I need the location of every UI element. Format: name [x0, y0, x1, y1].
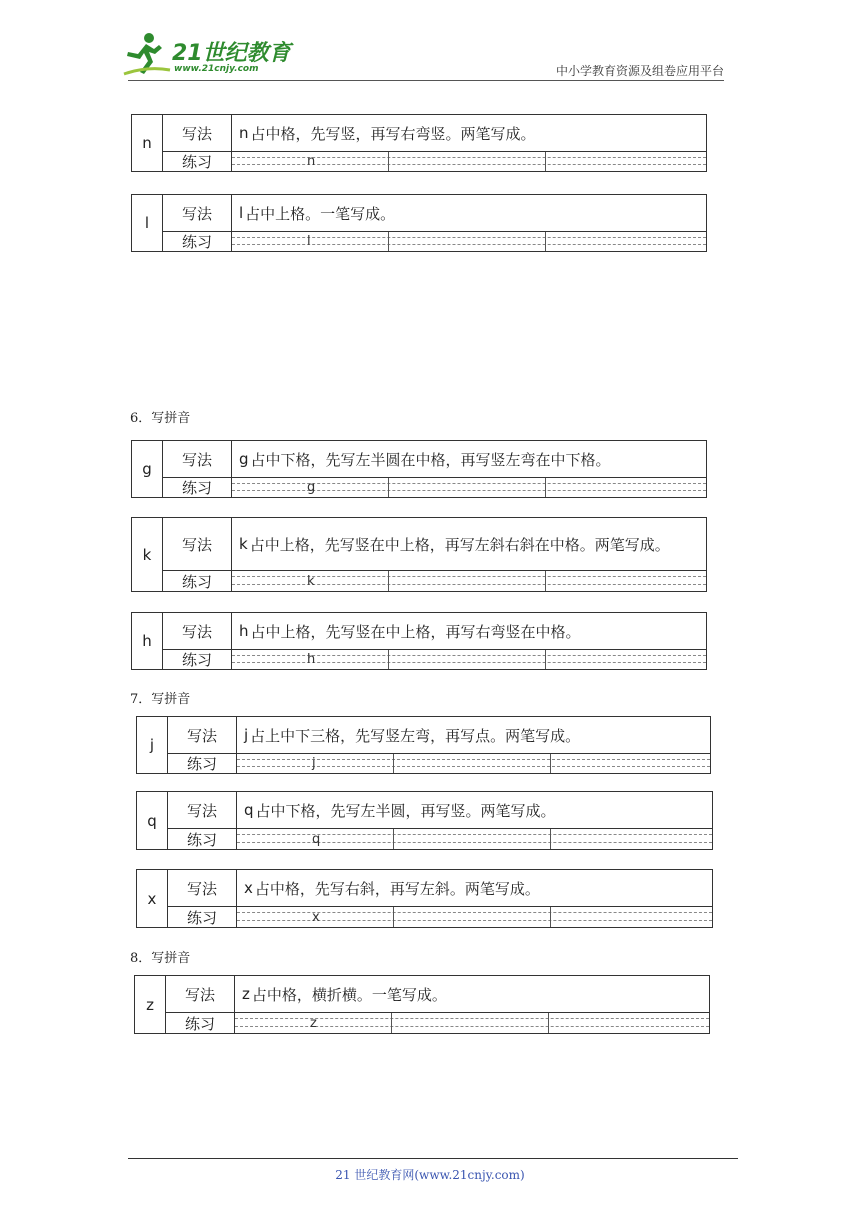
write-label: 写法 [163, 613, 232, 649]
description-text: 占上中下三格，先写竖左弯，再写点。两笔写成。 [250, 726, 581, 745]
description-letter: k [239, 535, 248, 553]
practice-sample: q [312, 831, 321, 847]
practice-label: 练习 [168, 828, 237, 849]
guide-line [237, 912, 712, 913]
practice-sample: j [312, 756, 316, 771]
practice-label: 练习 [163, 570, 232, 591]
letter-cell: l [132, 195, 163, 251]
guide-line [232, 662, 706, 663]
grid-divider [548, 1013, 549, 1033]
description-text: 占中格，横折横。一笔写成。 [251, 985, 447, 1004]
practice-sample: h [307, 652, 316, 667]
description-text: 占中上格，先写竖在中上格，再写右弯竖在中格。 [250, 622, 581, 641]
writing-description [235, 976, 709, 1012]
logo-text: 21世纪教育 [172, 41, 291, 66]
description-letter: j [244, 726, 249, 744]
runner-logo-icon [122, 30, 172, 76]
letter-cell: h [132, 613, 163, 669]
pinyin-block-n [131, 114, 707, 172]
letter-cell: n [132, 115, 163, 171]
guide-line [232, 483, 706, 484]
guide-line [237, 842, 712, 843]
letter-cell: z [135, 976, 166, 1033]
grid-divider [550, 754, 551, 773]
description-text: 占中上格。一笔写成。 [245, 204, 396, 223]
practice-grid [237, 906, 712, 927]
pinyin-block-x [136, 869, 713, 928]
pinyin-block-k [131, 517, 707, 592]
guide-line [232, 490, 706, 491]
platform-title: 中小学教育资源及组卷应用平台 [555, 64, 724, 78]
page-header [0, 0, 860, 90]
grid-divider [388, 650, 389, 669]
practice-grid [232, 570, 706, 591]
guide-line [237, 920, 712, 921]
guide-line [235, 1018, 709, 1019]
grid-divider [550, 907, 551, 927]
section-title-7: 7．写拼音 [130, 692, 191, 707]
write-label: 写法 [166, 976, 235, 1012]
grid-divider [545, 571, 546, 591]
writing-description [232, 115, 706, 151]
description-letter: x [244, 879, 253, 897]
practice-label: 练习 [163, 477, 232, 497]
guide-line [232, 244, 706, 245]
site-logo [122, 30, 292, 80]
grid-divider [388, 478, 389, 497]
letter-cell: x [137, 870, 168, 927]
guide-line [232, 584, 706, 585]
writing-description [237, 717, 710, 753]
description-text: 占中下格，先写左半圆在中格，再写竖左弯在中下格。 [250, 450, 611, 469]
practice-sample: g [307, 480, 316, 495]
practice-grid [235, 1012, 709, 1033]
description-letter: z [242, 985, 250, 1003]
write-label: 写法 [168, 870, 237, 906]
write-label: 写法 [163, 441, 232, 477]
practice-sample: l [307, 234, 311, 249]
writing-description [232, 613, 706, 649]
description-letter: h [239, 622, 249, 640]
section-title-6: 6．写拼音 [130, 411, 191, 426]
guide-line [237, 759, 710, 760]
practice-label: 练习 [166, 1012, 235, 1033]
letter-cell: k [132, 518, 163, 591]
grid-divider [550, 829, 551, 849]
practice-sample: n [307, 154, 316, 169]
writing-description [232, 518, 706, 570]
write-label: 写法 [163, 115, 232, 151]
writing-description [237, 792, 712, 828]
guide-line [232, 157, 706, 158]
practice-label: 练习 [163, 231, 232, 251]
grid-divider [393, 754, 394, 773]
practice-label: 练习 [163, 649, 232, 669]
grid-divider [393, 829, 394, 849]
description-letter: l [239, 204, 244, 222]
letter-cell: j [137, 717, 168, 773]
practice-grid [232, 477, 706, 497]
write-label: 写法 [168, 792, 237, 828]
guide-line [232, 164, 706, 165]
footer-link[interactable]: 21 世纪教育网(www.21cnjy.com) [335, 1168, 525, 1182]
grid-divider [545, 478, 546, 497]
grid-divider [545, 152, 546, 171]
practice-grid [232, 151, 706, 171]
pinyin-block-l [131, 194, 707, 252]
practice-sample: k [307, 573, 315, 589]
grid-divider [391, 1013, 392, 1033]
practice-label: 练习 [168, 906, 237, 927]
letter-cell: g [132, 441, 163, 497]
grid-divider [393, 907, 394, 927]
description-text: 占中格，先写右斜，再写左斜。两笔写成。 [254, 879, 540, 898]
description-letter: n [239, 124, 249, 142]
footer-divider [128, 1158, 738, 1159]
guide-line [232, 576, 706, 577]
practice-sample: x [312, 909, 320, 925]
write-label: 写法 [168, 717, 237, 753]
guide-line [232, 237, 706, 238]
logo-url: www.21cnjy.com [174, 64, 259, 74]
writing-description [232, 195, 706, 231]
practice-grid [237, 828, 712, 849]
section-title-8: 8．写拼音 [130, 951, 191, 966]
grid-divider [545, 650, 546, 669]
grid-divider [545, 232, 546, 251]
description-text: 占中上格，先写竖在中上格，再写左斜右斜在中格。两笔写成。 [249, 535, 670, 554]
letter-cell: q [137, 792, 168, 849]
writing-description [237, 870, 712, 906]
pinyin-block-h [131, 612, 707, 670]
header-divider [128, 80, 724, 81]
description-letter: q [244, 801, 254, 819]
guide-line [235, 1026, 709, 1027]
description-text: 占中下格，先写左半圆，再写竖。两笔写成。 [255, 801, 556, 820]
writing-description [232, 441, 706, 477]
practice-label: 练习 [168, 753, 237, 773]
pinyin-block-q [136, 791, 713, 850]
grid-divider [388, 152, 389, 171]
description-letter: g [239, 450, 249, 468]
grid-divider [388, 571, 389, 591]
guide-line [237, 766, 710, 767]
grid-divider [388, 232, 389, 251]
practice-grid [237, 753, 710, 773]
practice-grid [232, 231, 706, 251]
pinyin-block-j [136, 716, 711, 774]
write-label: 写法 [163, 195, 232, 231]
guide-line [237, 834, 712, 835]
write-label: 写法 [163, 518, 232, 570]
practice-label: 练习 [163, 151, 232, 171]
practice-grid [232, 649, 706, 669]
practice-sample: z [310, 1015, 317, 1031]
pinyin-block-g [131, 440, 707, 498]
guide-line [232, 655, 706, 656]
pinyin-block-z [134, 975, 710, 1034]
description-text: 占中格，先写竖，再写右弯竖。两笔写成。 [250, 124, 536, 143]
